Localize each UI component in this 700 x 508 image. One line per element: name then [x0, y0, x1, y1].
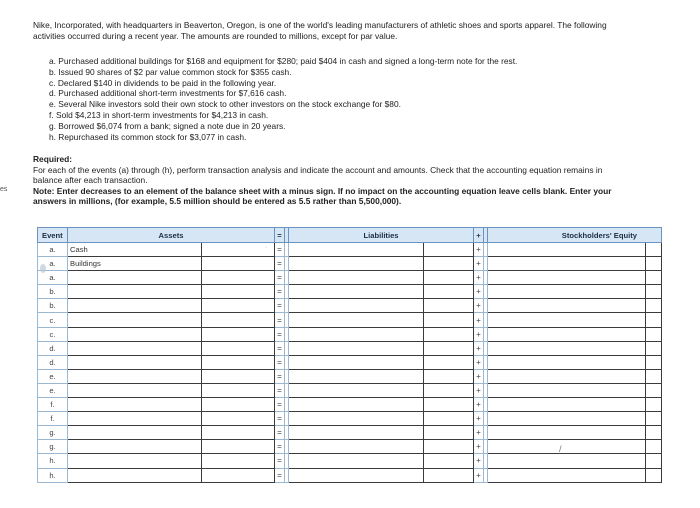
asset-amount-input[interactable] [202, 327, 275, 341]
event-g: g. Borrowed $6,074 from a bank; signed a note due in 20 years. [49, 120, 286, 131]
asset-amount-input[interactable] [202, 383, 275, 397]
table-row [38, 285, 662, 299]
liability-amount-input[interactable] [424, 383, 474, 397]
equals-sign: = [275, 412, 285, 426]
row-event-label: e. [38, 383, 68, 397]
asset-account-input[interactable] [68, 285, 202, 299]
liability-amount-input[interactable] [424, 355, 474, 369]
liability-amount-input[interactable] [424, 369, 474, 383]
row-event-label: c. [38, 327, 68, 341]
asset-account-input[interactable] [68, 327, 202, 341]
asset-account-input[interactable] [68, 468, 202, 482]
equity-amount-input[interactable] [646, 271, 662, 285]
asset-account-input[interactable] [68, 454, 202, 468]
asset-amount-input[interactable] [202, 468, 275, 482]
liability-account-input[interactable] [289, 313, 424, 327]
row-event-label: a. [38, 257, 68, 271]
equity-amount-input[interactable] [646, 369, 662, 383]
liability-account-input[interactable] [289, 355, 424, 369]
equity-account-input[interactable] [488, 369, 646, 383]
event-h: h. Repurchased its common stock for $3,077 in cash. [49, 131, 247, 142]
asset-amount-input[interactable] [202, 440, 275, 454]
asset-amount-input[interactable] [202, 341, 275, 355]
liability-amount-input[interactable] [424, 341, 474, 355]
equity-amount-input[interactable] [646, 243, 662, 257]
table-row [38, 412, 662, 426]
asset-amount-input[interactable] [202, 285, 275, 299]
equity-amount-input[interactable] [646, 426, 662, 440]
table-row [38, 440, 662, 454]
asset-amount-input[interactable] [202, 299, 275, 313]
liability-amount-input[interactable] [424, 299, 474, 313]
equity-account-input[interactable] [488, 468, 646, 482]
table-row [38, 355, 662, 369]
liability-amount-input[interactable] [424, 412, 474, 426]
table-row [38, 299, 662, 313]
equals-sign: = [275, 440, 285, 454]
liability-account-input[interactable] [289, 285, 424, 299]
liability-account-input[interactable] [289, 243, 424, 257]
liability-account-input[interactable] [289, 440, 424, 454]
event-list [49, 56, 629, 142]
equity-account-input[interactable] [488, 341, 646, 355]
plus-sign: + [474, 257, 484, 271]
liability-account-input[interactable] [289, 271, 424, 285]
asset-amount-input[interactable] [202, 271, 275, 285]
row-event-label: h. [38, 454, 68, 468]
event-f: f. Sold $4,213 in short-term investments for $4,213 in cash. [49, 109, 269, 120]
liability-amount-input[interactable] [424, 313, 474, 327]
liability-account-input[interactable] [289, 341, 424, 355]
table-body [38, 243, 662, 483]
plus-sign: + [474, 243, 484, 257]
liability-amount-input[interactable] [424, 243, 474, 257]
equals-sign: = [275, 468, 285, 482]
equals-sign: = [275, 426, 285, 440]
equals-sign: = [275, 383, 285, 397]
equals-sign: = [275, 285, 285, 299]
event-e: e. Several Nike investors sold their own stock to other investors on the stock exchange for $80. [49, 99, 401, 110]
equity-amount-input[interactable] [646, 313, 662, 327]
asset-account-input[interactable] [68, 299, 202, 313]
row-event-label: c. [38, 313, 68, 327]
equity-amount-input[interactable] [646, 398, 662, 412]
table-row [38, 369, 662, 383]
liability-amount-input[interactable] [424, 271, 474, 285]
equity-account-input[interactable] [488, 327, 646, 341]
asset-account-input[interactable] [68, 412, 202, 426]
event-d: d. Purchased additional short-term investments for $7,616 cash. [49, 88, 287, 99]
table-row [38, 257, 662, 271]
equity-amount-input[interactable] [646, 327, 662, 341]
plus-sign: + [474, 299, 484, 313]
table-row [38, 426, 662, 440]
asset-account-input[interactable] [68, 440, 202, 454]
equals-sign: = [275, 369, 285, 383]
equity-account-input[interactable] [488, 440, 646, 454]
liability-account-input[interactable] [289, 412, 424, 426]
equity-account-input[interactable] [488, 285, 646, 299]
equals-sign: = [275, 355, 285, 369]
plus-sign: + [474, 383, 484, 397]
equals-sign: = [275, 398, 285, 412]
table-row [38, 383, 662, 397]
mouse-cursor [40, 264, 46, 273]
event-a: a. Purchased additional buildings for $168 and equipment for $280; paid $404 in cash and signed a long-term note for the rest. [49, 56, 518, 66]
row-event-label: b. [38, 285, 68, 299]
equity-account-input[interactable] [488, 257, 646, 271]
side-margin-label: es [0, 186, 8, 193]
row-event-label: b. [38, 299, 68, 313]
equity-amount-input[interactable] [646, 383, 662, 397]
row-event-label: h. [38, 468, 68, 482]
liability-amount-input[interactable] [424, 257, 474, 271]
liability-account-input[interactable] [289, 299, 424, 313]
equity-amount-input[interactable] [646, 440, 662, 454]
liability-account-input[interactable] [289, 426, 424, 440]
asset-account-input[interactable] [68, 398, 202, 412]
equity-amount-input[interactable] [646, 257, 662, 271]
equity-amount-input[interactable] [646, 412, 662, 426]
equals-sign: = [275, 271, 285, 285]
equity-amount-input[interactable] [646, 454, 662, 468]
header-liabilities: Liabilities [289, 228, 474, 243]
table-row [38, 271, 662, 285]
liability-account-input[interactable] [289, 369, 424, 383]
equity-account-input[interactable] [488, 355, 646, 369]
required-section [33, 154, 633, 207]
equals-sign: = [275, 327, 285, 341]
liability-amount-input[interactable] [424, 327, 474, 341]
header-event: Event [38, 228, 68, 243]
liability-amount-input[interactable] [424, 426, 474, 440]
equity-account-input[interactable] [488, 398, 646, 412]
row-event-label: g. [38, 440, 68, 454]
liability-amount-input[interactable] [424, 398, 474, 412]
table-row [38, 243, 662, 257]
row-event-label: e. [38, 369, 68, 383]
equals-sign: = [275, 454, 285, 468]
equals-sign: = [275, 299, 285, 313]
liability-account-input[interactable] [289, 398, 424, 412]
liability-amount-input[interactable] [424, 285, 474, 299]
header-assets: Assets [68, 228, 275, 243]
table-row [38, 454, 662, 468]
asset-account-input[interactable] [68, 355, 202, 369]
asset-account-input[interactable]: Cash [68, 243, 202, 257]
equals-sign: = [275, 243, 285, 257]
equity-amount-input[interactable] [646, 468, 662, 482]
table-row [38, 341, 662, 355]
plus-sign: + [474, 468, 484, 482]
transaction-analysis-table [37, 227, 662, 483]
equity-amount-input[interactable] [646, 355, 662, 369]
liability-account-input[interactable] [289, 257, 424, 271]
table-row [38, 468, 662, 482]
plus-sign: + [474, 355, 484, 369]
plus-sign: + [474, 426, 484, 440]
row-event-label: a. [38, 243, 68, 257]
plus-sign: + [474, 285, 484, 299]
asset-amount-input[interactable] [202, 412, 275, 426]
liability-account-input[interactable] [289, 383, 424, 397]
plus-sign: + [474, 327, 484, 341]
asset-account-input[interactable] [68, 313, 202, 327]
row-event-label: a. [38, 271, 68, 285]
required-text: For each of the events (a) through (h), perform transaction analysis and indicate the account and amounts. Check that the accounting equation remains in balance after each transaction. [33, 164, 603, 186]
plus-sign: + [474, 412, 484, 426]
equity-account-input[interactable] [488, 383, 646, 397]
header-plus: + [474, 228, 484, 243]
header-stockholders-equity: Stockholders' Equity [488, 228, 662, 243]
asset-account-input[interactable] [68, 383, 202, 397]
asset-amount-input[interactable] [202, 313, 275, 327]
plus-sign: + [474, 440, 484, 454]
plus-sign: + [474, 369, 484, 383]
stray-pen-mark: / [559, 444, 562, 454]
row-event-label: d. [38, 355, 68, 369]
asset-account-input[interactable] [68, 271, 202, 285]
liability-amount-input[interactable] [424, 468, 474, 482]
equity-account-input[interactable] [488, 299, 646, 313]
asset-amount-input[interactable] [202, 398, 275, 412]
asset-amount-input[interactable] [202, 454, 275, 468]
asset-account-input[interactable] [68, 426, 202, 440]
equity-account-input[interactable] [488, 412, 646, 426]
required-note: Note: Enter decreases to an element of the balance sheet with a minus sign. If no impact on the accounting equation leave cells blank. Enter your answers in millions, (for example, 5.5 million should be entered as 5.5 rather than 5,500,000). [33, 185, 612, 207]
asset-account-input[interactable] [68, 341, 202, 355]
equity-amount-input[interactable] [646, 341, 662, 355]
equals-sign: = [275, 313, 285, 327]
liability-account-input[interactable] [289, 454, 424, 468]
equity-account-input[interactable] [488, 426, 646, 440]
asset-amount-input[interactable] [202, 243, 275, 257]
table-row [38, 313, 662, 327]
liability-amount-input[interactable] [424, 454, 474, 468]
plus-sign: + [474, 341, 484, 355]
equals-sign: = [275, 257, 285, 271]
asset-amount-input[interactable] [202, 257, 275, 271]
equity-account-input[interactable] [488, 454, 646, 468]
row-event-label: g. [38, 426, 68, 440]
table-row [38, 398, 662, 412]
liability-account-input[interactable] [289, 468, 424, 482]
event-c: c. Declared $140 in dividends to be paid in the following year. [49, 77, 277, 88]
plus-sign: + [474, 454, 484, 468]
header-equals: = [275, 228, 285, 243]
asset-amount-input[interactable] [202, 369, 275, 383]
asset-account-input[interactable] [68, 369, 202, 383]
asset-amount-input[interactable] [202, 426, 275, 440]
plus-sign: + [474, 313, 484, 327]
row-event-label: d. [38, 341, 68, 355]
plus-sign: + [474, 398, 484, 412]
equals-sign: = [275, 341, 285, 355]
problem-intro: Nike, Incorporated, with headquarters in Beaverton, Oregon, is one of the world's leading manufacturers of athletic shoes and sports apparel. The following activities occurred during a recent year. The amounts are rounded to millions, except for par value. [33, 20, 607, 41]
asset-account-input[interactable]: Buildings [68, 257, 202, 271]
equity-amount-input[interactable] [646, 285, 662, 299]
equity-account-input[interactable] [488, 243, 646, 257]
equity-account-input[interactable] [488, 313, 646, 327]
equity-amount-input[interactable] [646, 299, 662, 313]
required-heading: Required: [33, 154, 73, 164]
liability-account-input[interactable] [289, 327, 424, 341]
row-event-label: f. [38, 412, 68, 426]
plus-sign: + [474, 271, 484, 285]
asset-amount-input[interactable] [202, 355, 275, 369]
table-row [38, 327, 662, 341]
liability-amount-input[interactable] [424, 440, 474, 454]
equity-account-input[interactable] [488, 271, 646, 285]
event-b: b. Issued 90 shares of $2 par value common stock for $355 cash. [49, 66, 292, 77]
row-event-label: f. [38, 398, 68, 412]
